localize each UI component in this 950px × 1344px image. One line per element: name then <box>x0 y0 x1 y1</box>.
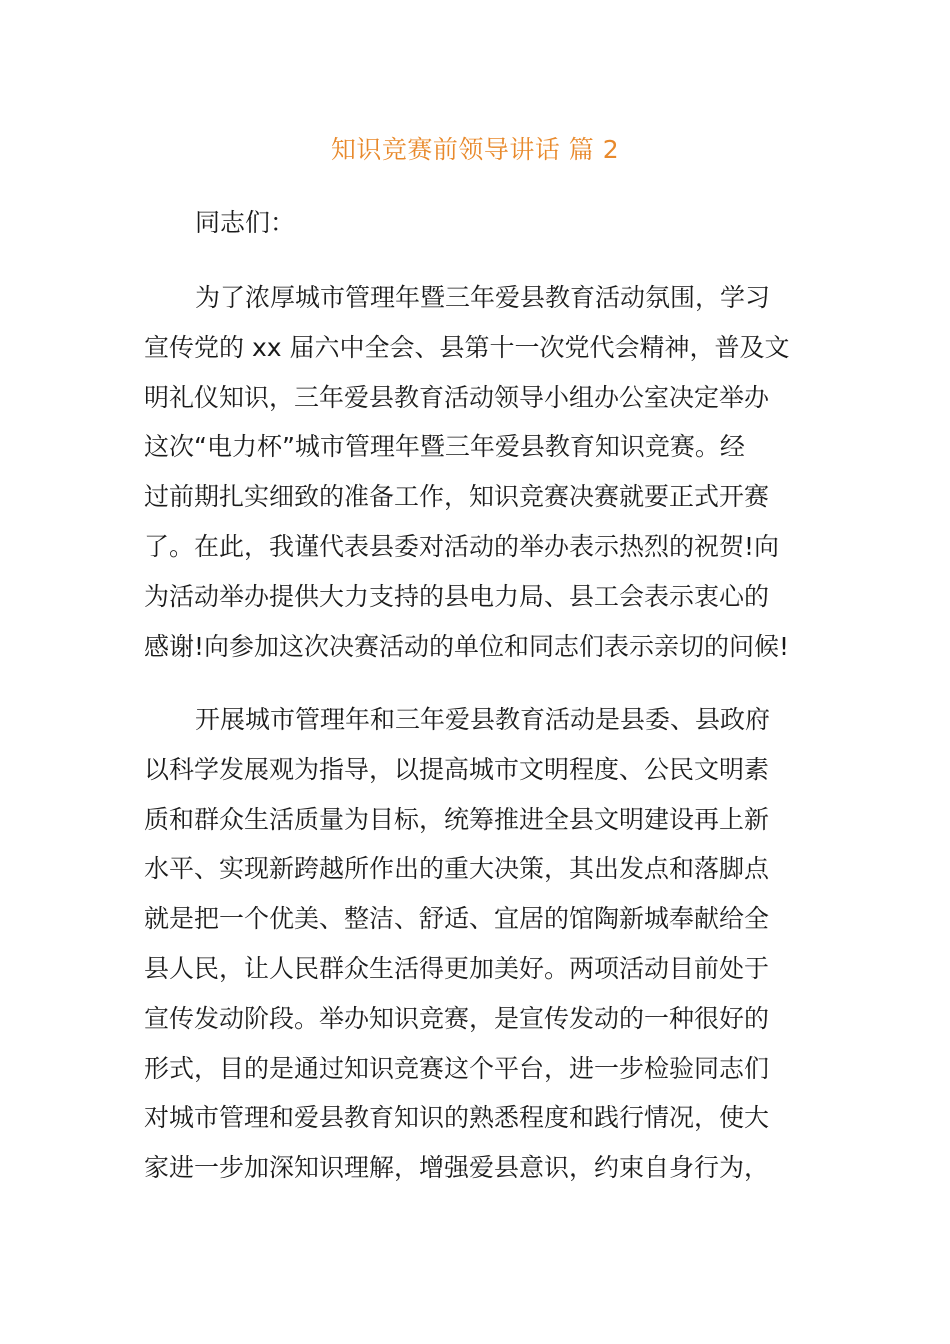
paragraph-line: 以科学发展观为指导，以提高城市文明程度、公民文明素 <box>144 754 770 784</box>
paragraph-line: 形式，目的是通过知识竞赛这个平台，进一步检验同志们 <box>144 1053 770 1083</box>
paragraph-line: 为活动举办提供大力支持的县电力局、县工会表示衷心的 <box>144 581 770 611</box>
paragraph-line: 质和群众生活质量为目标，统筹推进全县文明建设再上新 <box>144 804 770 834</box>
paragraph-line: 水平、实现新跨越所作出的重大决策，其出发点和落脚点 <box>144 854 770 884</box>
document-title: 知识竞赛前领导讲话 篇 2 <box>330 135 620 164</box>
paragraph-1 <box>144 273 808 671</box>
paragraph-line: 感谢!向参加这次决赛活动的单位和同志们表示亲切的问候! <box>144 631 790 661</box>
paragraph-line: 了。在此，我谨代表县委对活动的举办表示热烈的祝贺!向 <box>144 531 780 561</box>
paragraph-line: 家进一步加深知识理解，增强爱县意识，约束自身行为， <box>144 1153 770 1183</box>
paragraph-2 <box>144 695 808 1193</box>
paragraph-line: 宣传发动阶段。举办知识竞赛，是宣传发动的一种很好的 <box>144 1003 770 1033</box>
greeting: 同志们： <box>195 208 296 237</box>
paragraph-line: 过前期扎实细致的准备工作，知识竞赛决赛就要正式开赛 <box>144 482 770 512</box>
paragraph-line: 对城市管理和爱县教育知识的熟悉程度和践行情况，使大 <box>144 1103 770 1133</box>
paragraph-line: 开展城市管理年和三年爱县教育活动是县委、县政府 <box>195 705 771 734</box>
paragraph-line: 县人民，让人民群众生活得更加美好。两项活动目前处于 <box>144 953 770 983</box>
paragraph-line: 宣传党的 xx 届六中全会、县第十一次党代会精神，普及文 <box>144 332 790 362</box>
paragraph-line: 为了浓厚城市管理年暨三年爱县教育活动氛围，学习 <box>195 283 771 312</box>
paragraph-line: 就是把一个优美、整洁、舒适、宜居的馆陶新城奉献给全 <box>144 904 770 934</box>
paragraph-line: 这次“电力杯”城市管理年暨三年爱县教育知识竞赛。经 <box>144 432 745 462</box>
paragraph-line: 明礼仪知识，三年爱县教育活动领导小组办公室决定举办 <box>144 382 770 412</box>
